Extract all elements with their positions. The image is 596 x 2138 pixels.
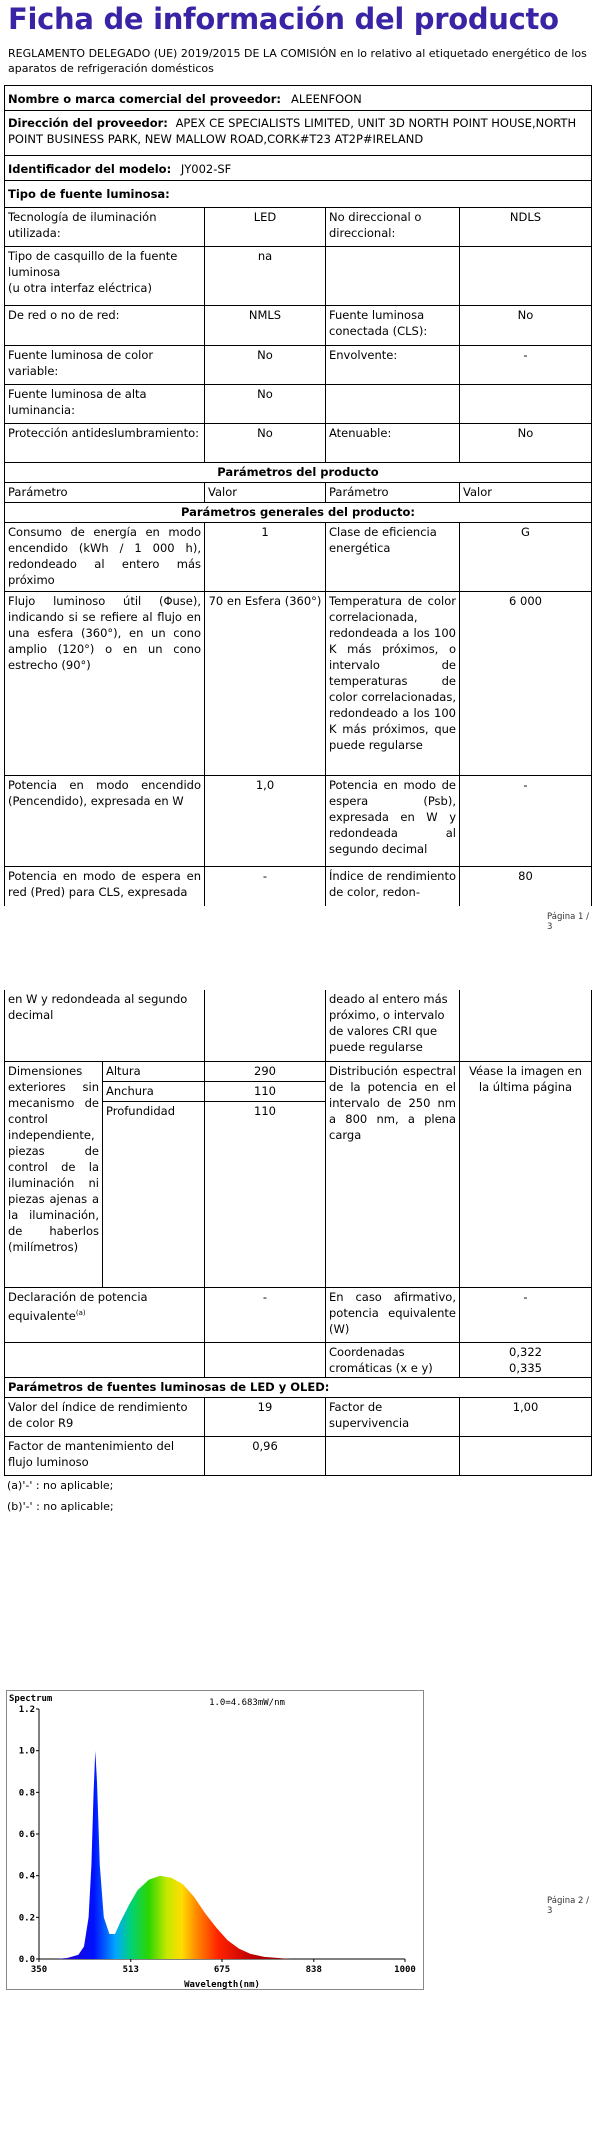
on-mode-power-label: Potencia en modo encendido (Pencendido), expresada en W <box>4 775 205 867</box>
mains-label: De red o no de red: <box>4 305 205 346</box>
y-tick-label: 1.2 <box>18 1705 35 1715</box>
standby-power-value: - <box>459 775 592 867</box>
empty-cell <box>459 1436 592 1476</box>
col-value-1: Valor <box>204 482 326 503</box>
cct-value: 6 000 <box>459 591 592 776</box>
chroma-x: 0,322 <box>509 1345 542 1359</box>
y-tick-label: 1.0 <box>18 1746 35 1757</box>
dimensions-label: Dimensiones exteriores sin mecanismo de control independiente, piezas de control de la iluminación ni piezas ajenas a la iluminación, de haberlos (milímetros) <box>4 1061 103 1288</box>
x-tick-label: 675 <box>213 1965 231 1975</box>
y-tick-label: 0.0 <box>18 1955 35 1965</box>
luminous-flux-label: Flujo luminoso útil (Φuse), indicando si se refiere al flujo en una esfera (360°), en un cono amplio (120°) o en un cono estrecho (90°) <box>4 591 205 776</box>
height-label: Altura <box>102 1061 205 1082</box>
footnote-b: (b)'-' : no aplicable; <box>7 1500 114 1513</box>
depth-label: Profundidad <box>102 1101 205 1288</box>
on-mode-power-value: 1,0 <box>204 775 326 867</box>
chart-xlabel: Wavelength(nm) <box>184 1980 260 1989</box>
tech-value: LED <box>204 207 326 247</box>
envelope-value: - <box>459 345 592 385</box>
standby-power-label: Potencia en modo de espera (Psb), expresada en W y redondeada al segundo decimal <box>325 775 460 867</box>
efficiency-class-label: Clase de eficiencia energética <box>325 522 460 592</box>
cls-label: Fuente luminosa conectada (CLS): <box>325 305 460 346</box>
directional-label: No direccional o direccional: <box>325 207 460 247</box>
chroma-y: 0,335 <box>509 1361 542 1375</box>
cri-label: Índice de rendimiento de color, redon- <box>325 866 460 906</box>
supplier-name-value: ALEENFOON <box>291 92 362 106</box>
maintenance-value: 0,96 <box>204 1436 326 1476</box>
supplier-address-label: Dirección del proveedor: <box>8 116 168 130</box>
energy-consumption-label: Consumo de energía en modo encendido (kWh / 1 000 h), redondeado al entero más próximo <box>4 522 205 592</box>
anti-glare-value: No <box>204 423 326 463</box>
dimmable-label: Atenuable: <box>325 423 460 463</box>
regulation-subtitle: REGLAMENTO DELEGADO (UE) 2019/2015 DE LA COMISIÓN en lo relativo al etiquetado energético de los aparatos de refrigeración domésticos <box>8 47 587 75</box>
col-param-2: Parámetro <box>325 482 460 503</box>
networked-standby-value: - <box>204 866 326 906</box>
equiv-power-w-label: En caso afirmativo, potencia equivalente (W) <box>325 1287 460 1343</box>
empty-cell <box>325 384 460 424</box>
x-tick-label: 513 <box>122 1965 139 1975</box>
networked-standby-label-cont: en W y redondeada al segundo decimal <box>4 990 205 1062</box>
equiv-power-value: - <box>204 1287 326 1343</box>
y-tick-label: 0.6 <box>18 1830 35 1840</box>
networked-standby-label: Potencia en modo de espera en red (Pred) para CLS, expresada <box>4 866 205 906</box>
high-luminance-value: No <box>204 384 326 424</box>
page-title: Ficha de información del producto <box>8 2 559 36</box>
equiv-power-label <box>4 1287 205 1343</box>
directional-value: NDLS <box>459 207 592 247</box>
r9-label: Valor del índice de rendimiento de color R9 <box>4 1397 205 1437</box>
chart-corner-label: Spectrum <box>9 1694 53 1704</box>
col-param-1: Parámetro <box>4 482 205 503</box>
supplier-address-row <box>4 110 592 156</box>
empty-cell <box>325 246 460 306</box>
x-tick-label: 350 <box>30 1965 48 1975</box>
chroma-value <box>459 1342 592 1378</box>
chart-title: 1.0=4.683mW/nm <box>209 1698 285 1708</box>
x-tick-label: 838 <box>305 1965 322 1975</box>
empty-cell <box>4 1342 205 1378</box>
energy-consumption-value: 1 <box>204 522 326 592</box>
general-params-heading: Parámetros generales del producto: <box>4 502 592 523</box>
empty-cell <box>459 990 592 1062</box>
footnote-a-ref: (a) <box>75 1309 86 1317</box>
y-tick-label: 0.8 <box>18 1788 35 1799</box>
empty-cell <box>459 384 592 424</box>
dimmable-value: No <box>459 423 592 463</box>
height-value: 290 <box>204 1061 326 1082</box>
mains-value: NMLS <box>204 305 326 346</box>
page-number-2: Página 2 / 3 <box>547 1896 589 1916</box>
envelope-label: Envolvente: <box>325 345 460 385</box>
y-tick-label: 0.4 <box>18 1871 35 1882</box>
efficiency-class-value: G <box>459 522 592 592</box>
light-source-heading: Tipo de fuente luminosa: <box>4 180 592 208</box>
survival-label: Factor de supervivencia <box>325 1397 460 1437</box>
equiv-power-w-value: - <box>459 1287 592 1343</box>
empty-cell <box>459 246 592 306</box>
cls-value: No <box>459 305 592 346</box>
empty-cell <box>204 990 326 1062</box>
spectrum-area <box>56 1751 293 1959</box>
width-label: Anchura <box>102 1081 205 1102</box>
chroma-label: Coordenadas cromáticas (x e y) <box>325 1342 460 1378</box>
product-params-heading: Parámetros del producto <box>4 462 592 483</box>
cap-type-value: na <box>204 246 326 306</box>
width-value: 110 <box>204 1081 326 1102</box>
high-luminance-label: Fuente luminosa de alta luminancia: <box>4 384 205 424</box>
survival-value: 1,00 <box>459 1397 592 1437</box>
supplier-address-value: APEX CE SPECIALISTS LIMITED, UNIT 3D NORTH POINT HOUSE,NORTH POINT BUSINESS PARK, NEW MALLOW ROAD,CORK#T23 AT2P#IRELAND <box>8 116 577 146</box>
maintenance-label: Factor de mantenimiento del flujo luminoso <box>4 1436 205 1476</box>
y-tick-label: 0.2 <box>18 1913 35 1924</box>
color-tunable-value: No <box>204 345 326 385</box>
depth-value: 110 <box>204 1101 326 1288</box>
model-value: JY002-SF <box>180 162 232 176</box>
tech-label: Tecnología de iluminación utilizada: <box>4 207 205 247</box>
supplier-name-label: Nombre o marca comercial del proveedor: <box>8 92 282 106</box>
x-tick-label: 1000 <box>394 1965 416 1975</box>
anti-glare-label: Protección antideslumbramiento: <box>4 423 205 463</box>
cri-value: 80 <box>459 866 592 906</box>
model-row <box>4 155 592 181</box>
luminous-flux-value: 70 en Esfera (360°) <box>204 591 326 776</box>
cap-type-label: Tipo de casquillo de la fuente luminosa (u otra interfaz eléctrica) <box>4 246 205 306</box>
spd-value: Véase la imagen en la última página <box>459 1061 592 1288</box>
equiv-power-label-text: Declaración de potencia equivalente <box>8 1290 148 1323</box>
spectrum-svg <box>7 1691 423 1989</box>
color-tunable-label: Fuente luminosa de color variable: <box>4 345 205 385</box>
cri-label-cont: deado al entero más próximo, o intervalo de valores CRI que puede regularse <box>325 990 460 1062</box>
spd-label: Distribución espectral de la potencia en el intervalo de 250 nm a 800 nm, a plena carga <box>325 1061 460 1288</box>
empty-cell <box>204 1342 326 1378</box>
footnote-a: (a)'-' : no aplicable; <box>7 1479 114 1492</box>
r9-value: 19 <box>204 1397 326 1437</box>
model-label: Identificador del modelo: <box>8 162 172 176</box>
cct-label: Temperatura de color correlacionada, redondeada a los 100 K más próximos, o intervalo de temperaturas de color correlacionadas, redondeado a los 100 K más próximos, que puede regularse <box>325 591 460 776</box>
empty-cell <box>325 1436 460 1476</box>
col-value-2: Valor <box>459 482 592 503</box>
page-number-1: Página 1 / 3 <box>547 912 589 932</box>
led-params-heading: Parámetros de fuentes luminosas de LED y OLED: <box>4 1377 592 1398</box>
supplier-name-row <box>4 85 592 111</box>
spectrum-chart <box>6 1690 424 1990</box>
